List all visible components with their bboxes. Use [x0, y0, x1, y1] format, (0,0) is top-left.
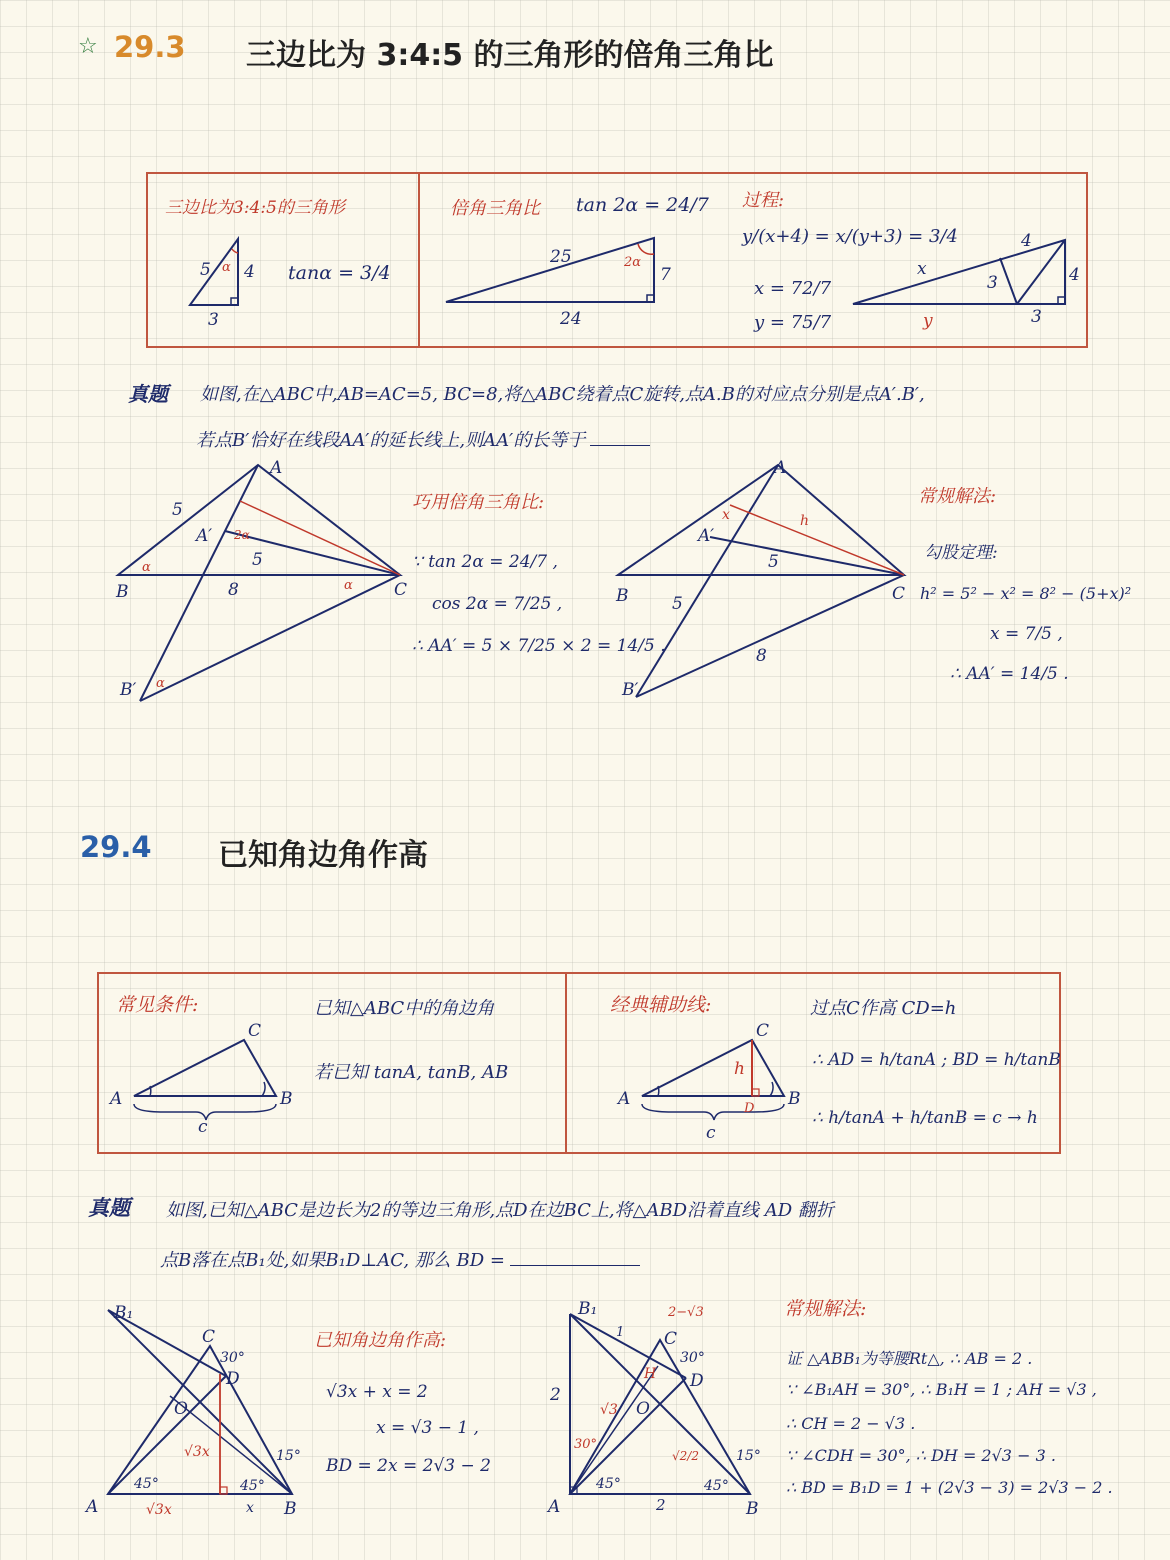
- cell3-y: y = 75/7: [754, 312, 832, 333]
- hyp-25-label: 25: [550, 247, 572, 267]
- left-title: 常见条件:: [116, 994, 199, 1016]
- angle-15: 15°: [276, 1448, 301, 1464]
- star-icon: ☆: [78, 34, 98, 59]
- point-B: B: [116, 582, 129, 602]
- point-A: A: [86, 1497, 99, 1517]
- side-5-label: 5: [200, 260, 211, 280]
- method2-line1: 勾股定理:: [924, 543, 998, 563]
- point-B: B: [788, 1089, 801, 1109]
- side-7-label: 7: [660, 265, 671, 285]
- len-1: 1: [616, 1325, 625, 1340]
- point-O: O: [636, 1399, 650, 1419]
- side-3b-label: 3: [1031, 307, 1042, 327]
- angle-45b: 45°: [240, 1478, 265, 1494]
- problem2-tag: 真题: [88, 1195, 130, 1220]
- point-B: B: [746, 1499, 759, 1519]
- alpha-B-prime: α: [156, 676, 165, 691]
- point-C: C: [394, 580, 408, 600]
- side-5b: 5: [768, 552, 779, 572]
- problem2-line2: 点B落在点B₁处,如果B₁D⊥AC, 那么 BD =: [160, 1250, 505, 1271]
- method4-line1: 证 △ABB₁为等腰Rt△, ∴ AB = 2 .: [786, 1349, 1033, 1368]
- section-title: 三边比为 3:4:5 的三角形的倍角三角比: [246, 38, 774, 73]
- method1-title: 巧用倍角三角比:: [412, 492, 545, 513]
- len-2-base: 2: [656, 1496, 666, 1514]
- point-D: D: [744, 1101, 755, 1116]
- len-sqrt3x-base: √3x: [146, 1502, 172, 1518]
- angle-45a: 45°: [596, 1476, 621, 1492]
- point-C: C: [248, 1021, 262, 1041]
- angle-15: 15°: [736, 1448, 761, 1464]
- len-sqrt2-half: √2/2: [672, 1449, 699, 1463]
- section-number: 29.4: [80, 830, 152, 864]
- len-sqrt3: √3: [600, 1402, 618, 1418]
- right-line1: 过点C作高 CD=h: [810, 998, 957, 1019]
- point-B: B: [284, 1499, 297, 1519]
- cell3-equation: y/(x+4) = x/(y+3) = 3/4: [742, 226, 958, 247]
- problem1-line1: 如图,在△ABC中,AB=AC=5, BC=8,将△ABC绕着点C旋转,点A.B的对应点分别是点A′.B′,: [200, 384, 925, 405]
- side-4a-label: 4: [1021, 231, 1032, 251]
- len-x: x: [246, 1500, 254, 1516]
- angle-30a: 30°: [680, 1350, 705, 1366]
- point-B: B: [616, 586, 629, 606]
- section-number: 29.3: [114, 30, 186, 64]
- h-label: h: [800, 513, 810, 529]
- point-B1: B₁: [578, 1299, 598, 1319]
- side-4-label: 4: [244, 262, 255, 282]
- len-2-left: 2: [550, 1385, 561, 1405]
- cell3-x: x = 72/7: [754, 278, 832, 299]
- two-alpha-label: 2α: [624, 255, 642, 270]
- triangle-xy-figure: [845, 230, 1085, 330]
- cell1-title: 三边比为3:4:5的三角形: [165, 198, 345, 218]
- triangle-double-angle-figure: [440, 230, 680, 330]
- right-line3: ∴ h/tanA + h/tanB = c → h: [812, 1108, 1038, 1128]
- alpha-C: α: [344, 578, 353, 593]
- method3-title: 已知角边角作高:: [314, 1330, 447, 1351]
- method4-line2: ∵ ∠B₁AH = 30°, ∴ B₁H = 1 ; AH = √3 ,: [786, 1380, 1097, 1399]
- problem1-line2: 若点B′恰好在线段AA′的延长线上,则AA′的长等于: [196, 430, 586, 451]
- method4-line4: ∵ ∠CDH = 30°, ∴ DH = 2√3 − 3 .: [786, 1446, 1056, 1465]
- point-B-prime: B′: [120, 680, 137, 700]
- point-C: C: [664, 1329, 678, 1349]
- method1-line2: cos 2α = 7/25 ,: [432, 594, 563, 614]
- point-D: D: [690, 1371, 704, 1391]
- point-A: A: [618, 1089, 631, 1109]
- rotation-figure-2: [610, 455, 920, 715]
- angle-30: 30°: [220, 1350, 245, 1366]
- method1-line1: ∵ tan 2α = 24/7 ,: [412, 552, 558, 572]
- len-2-minus-sqrt3: 2−√3: [668, 1305, 704, 1320]
- point-B1: B₁: [114, 1303, 134, 1323]
- point-O: O: [174, 1399, 188, 1419]
- method3-line3: BD = 2x = 2√3 − 2: [326, 1456, 491, 1476]
- alpha-label: α: [222, 260, 231, 275]
- point-C: C: [202, 1327, 216, 1347]
- len-sqrt3x: √3x: [184, 1444, 210, 1460]
- triangle-345-figure: [160, 225, 280, 335]
- side-8: 8: [756, 646, 767, 666]
- point-A: A: [774, 458, 787, 478]
- right-line2: ∴ AD = h/tanA ; BD = h/tanB: [812, 1050, 1061, 1070]
- side-4b-label: 4: [1069, 265, 1080, 285]
- method4-title: 常规解法:: [784, 1298, 867, 1320]
- side-3a-label: 3: [987, 273, 998, 293]
- answer-blank: [510, 1251, 640, 1266]
- right-title: 经典辅助线:: [610, 994, 712, 1016]
- fold-figure-1: [80, 1296, 310, 1526]
- angle-45b: 45°: [704, 1478, 729, 1494]
- method3-line2: x = √3 − 1 ,: [376, 1418, 479, 1438]
- side-3-label: 3: [208, 310, 219, 330]
- method2-line2: h² = 5² − x² = 8² − (5+x)²: [920, 584, 1132, 603]
- side-5a: 5: [172, 500, 183, 520]
- base-24-label: 24: [560, 309, 582, 329]
- point-C: C: [756, 1021, 770, 1041]
- triangle-abc-figure: [104, 1020, 304, 1140]
- side-5b: 5: [252, 550, 263, 570]
- method3-line1: √3x + x = 2: [326, 1382, 428, 1402]
- side-c: c: [706, 1123, 716, 1143]
- point-H: H: [644, 1366, 657, 1382]
- answer-blank: [590, 431, 650, 446]
- side-5a: 5: [672, 594, 683, 614]
- y-label: y: [923, 311, 933, 331]
- point-D: D: [226, 1369, 240, 1389]
- method4-line3: ∴ CH = 2 − √3 .: [786, 1414, 916, 1433]
- two-alpha: 2α: [234, 528, 250, 542]
- point-A: A: [548, 1497, 561, 1517]
- problem1-tag: 真题: [128, 382, 168, 406]
- point-A-prime: A′: [698, 526, 715, 546]
- cell2-formula: tan 2α = 24/7: [576, 194, 709, 216]
- left-line2: 若已知 tanA, tanB, AB: [314, 1062, 509, 1083]
- method2-title: 常规解法:: [918, 486, 997, 507]
- problem2-line2-row: [160, 1246, 640, 1272]
- point-A: A: [270, 458, 283, 478]
- section-title: 已知角边角作高: [218, 838, 428, 873]
- x-label: x: [722, 507, 730, 523]
- cell3-title: 过程:: [742, 190, 785, 211]
- alpha-B: α: [142, 560, 151, 575]
- method4-line5: ∴ BD = B₁D = 1 + (2√3 − 3) = 2√3 − 2 .: [786, 1478, 1113, 1497]
- cell1-formula: tanα = 3/4: [288, 262, 391, 284]
- triangle-height-figure: [612, 1020, 812, 1150]
- rotation-figure-1: [110, 455, 420, 715]
- method1-line3: ∴ AA′ = 5 × 7/25 × 2 = 14/5 .: [412, 636, 666, 656]
- side-c: c: [198, 1117, 208, 1137]
- point-A-prime: A′: [196, 526, 213, 546]
- point-A: A: [110, 1089, 123, 1109]
- side-8: 8: [228, 580, 239, 600]
- problem1-line2-row: [196, 426, 650, 452]
- fold-figure-2: [540, 1296, 780, 1526]
- method2-line4: ∴ AA′ = 14/5 .: [950, 664, 1069, 684]
- x-label: x: [917, 259, 927, 279]
- left-line1: 已知△ABC中的角边角: [314, 998, 495, 1019]
- angle-45a: 45°: [134, 1476, 159, 1492]
- point-B: B: [280, 1089, 293, 1109]
- problem2-line1: 如图,已知△ABC是边长为2的等边三角形,点D在边BC上,将△ABD沿着直线 AD 翻折: [166, 1200, 834, 1221]
- point-C: C: [892, 584, 906, 604]
- height-h: h: [734, 1059, 745, 1079]
- angle-30b: 30°: [574, 1437, 598, 1452]
- method2-line3: x = 7/5 ,: [990, 624, 1063, 644]
- cell2-title: 倍角三角比: [450, 198, 540, 219]
- point-B-prime: B′: [622, 680, 639, 700]
